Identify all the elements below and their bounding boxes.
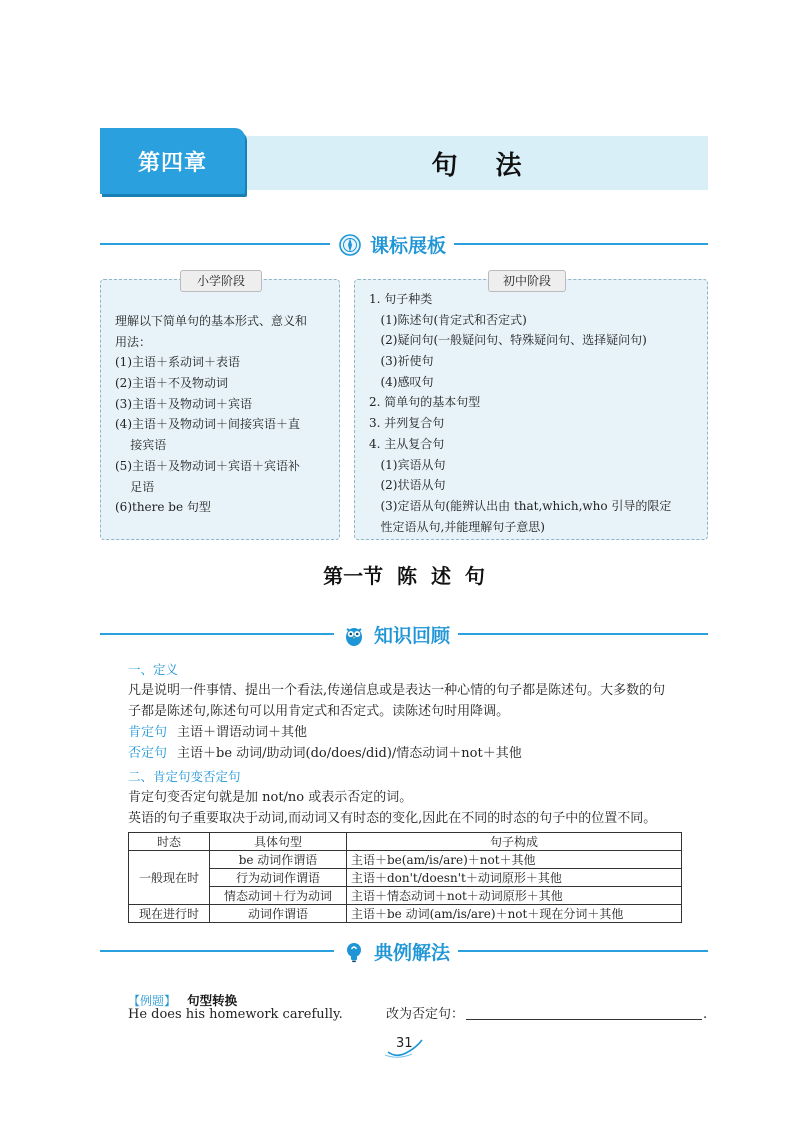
- definition-paragraph-line2: 子都是陈述句,陈述句可以用肯定式和否定式。读陈述句时用降调。: [128, 704, 510, 719]
- table-row: [129, 851, 682, 869]
- table-cell-type: 情态动词＋行为动词: [210, 887, 347, 905]
- box-line: 接宾语: [115, 438, 167, 453]
- table-cell-structure: 主语＋be(am/is/are)＋not＋其他: [347, 851, 682, 869]
- box-line: 理解以下简单句的基本形式、意义和: [115, 314, 308, 328]
- table-cell-type: 行为动词作谓语: [210, 869, 347, 887]
- table-cell-structure: 主语＋be 动词(am/is/are)＋not＋现在分词＋其他: [347, 905, 682, 923]
- negative-rule: [128, 743, 522, 764]
- primary-stage-tab: 小学阶段: [180, 270, 262, 292]
- section-title: [100, 560, 708, 589]
- section-heading-text: 课标展板: [370, 235, 447, 257]
- example-type: 句型转换: [187, 993, 238, 1008]
- subheading-transform: 二、肯定句变否定句: [128, 769, 241, 784]
- box-line: 4. 主从复合句: [369, 436, 445, 451]
- table-header-cell: 句子构成: [347, 833, 682, 851]
- box-line: (3)主语＋及物动词＋宾语: [115, 396, 252, 411]
- section-heading-text: 知识回顾: [374, 625, 451, 647]
- table-row: [129, 887, 682, 905]
- section-heading-text: 典例解法: [374, 942, 451, 964]
- box-line: 足语: [115, 479, 155, 494]
- box-line: 2. 简单句的基本句型: [369, 395, 481, 410]
- example-instruction: 改为否定句：: [386, 1007, 465, 1022]
- primary-stage-content: [115, 311, 307, 518]
- box-line: (2)状语从句: [369, 478, 446, 493]
- verb-tense-paragraph: 英语的句子重要取决于动词,而动词又有时态的变化,因此在不同的时态的句子中的位置不同。: [128, 811, 657, 826]
- answer-blank[interactable]: [466, 1019, 702, 1020]
- section-heading-standards: [330, 231, 454, 258]
- page-number: 31: [396, 1036, 413, 1051]
- compass-icon: [338, 233, 362, 257]
- affirmative-text: 主语＋谓语动词＋其他: [177, 725, 308, 740]
- example-label: 【例题】: [128, 994, 177, 1008]
- owl-icon: [342, 623, 366, 647]
- page-number-badge: [382, 1034, 426, 1058]
- box-line: (1)宾语从句: [369, 457, 446, 472]
- table-header-cell: 具体句型: [210, 833, 347, 851]
- table-cell-structure: 主语＋情态动词＋not＋动词原形＋其他: [347, 887, 682, 905]
- table-cell-tense: 现在进行时: [129, 905, 210, 923]
- example-end-mark: .: [703, 1007, 708, 1022]
- subheading-definition: 一、定义: [128, 662, 179, 677]
- box-line: (6)there be 句型: [115, 500, 211, 515]
- junior-stage-tab: 初中阶段: [488, 270, 566, 292]
- box-line: 1. 句子种类: [369, 292, 433, 306]
- box-line: (2)主语＋不及物动词: [115, 376, 228, 391]
- junior-stage-box: [354, 279, 708, 540]
- box-line: 用法：: [115, 334, 152, 349]
- junior-stage-content: [369, 289, 671, 537]
- negative-text: 主语＋be 动词/助动词(do/does/did)/情态动词＋not＋其他: [177, 746, 522, 761]
- box-line: (5)主语＋及物动词＋宾语＋宾语补: [115, 458, 300, 473]
- chapter-tab: 第四章: [100, 128, 245, 194]
- box-line: (3)定语从句(能辨认出由 that,which,who 引导的限定: [369, 498, 672, 513]
- transform-paragraph: 肯定句变否定句就是加 not/no 或表示否定的词。: [128, 790, 413, 805]
- table-row: [129, 905, 682, 923]
- affirmative-rule: [128, 722, 307, 743]
- table-cell-type: be 动词作谓语: [210, 851, 347, 869]
- tense-table: [128, 832, 682, 923]
- table-cell-tense: 一般现在时: [129, 851, 210, 905]
- negative-label: 否定句: [128, 746, 168, 761]
- example-sentence: He does his homework carefully.: [128, 1007, 343, 1022]
- box-line: (4)感叹句: [369, 374, 434, 389]
- box-line: (2)疑问句(一般疑问句、特殊疑问句、选择疑问句): [369, 333, 647, 348]
- table-header-cell: 时态: [129, 833, 210, 851]
- table-header-row: [129, 833, 682, 851]
- section-title-text: 第一节 陈 述 句: [323, 564, 485, 588]
- box-line: (1)主语＋系动词＋表语: [115, 355, 240, 370]
- table-row: [129, 869, 682, 887]
- box-line: (1)陈述句(肯定式和否定式): [369, 312, 527, 327]
- section-heading-examples: [334, 938, 458, 965]
- definition-paragraph-line1: 凡是说明一件事情、提出一个看法,传递信息或是表达一种心情的句子都是陈述句。大多数的句: [128, 683, 666, 698]
- box-line: 性定语从句,并能理解句子意思): [369, 519, 545, 534]
- box-line: (3)祈使句: [369, 354, 434, 369]
- section-heading-knowledge: [334, 621, 458, 648]
- box-line: 3. 并列复合句: [369, 416, 445, 431]
- primary-stage-box: [100, 279, 340, 540]
- table-cell-type: 动词作谓语: [210, 905, 347, 923]
- box-line: (4)主语＋及物动词＋间接宾语＋直: [115, 417, 300, 432]
- lightbulb-icon: [342, 940, 366, 964]
- affirmative-label: 肯定句: [128, 725, 168, 740]
- chapter-title: 句法: [431, 150, 560, 181]
- table-cell-structure: 主语＋don't/doesn't＋动词原形＋其他: [347, 869, 682, 887]
